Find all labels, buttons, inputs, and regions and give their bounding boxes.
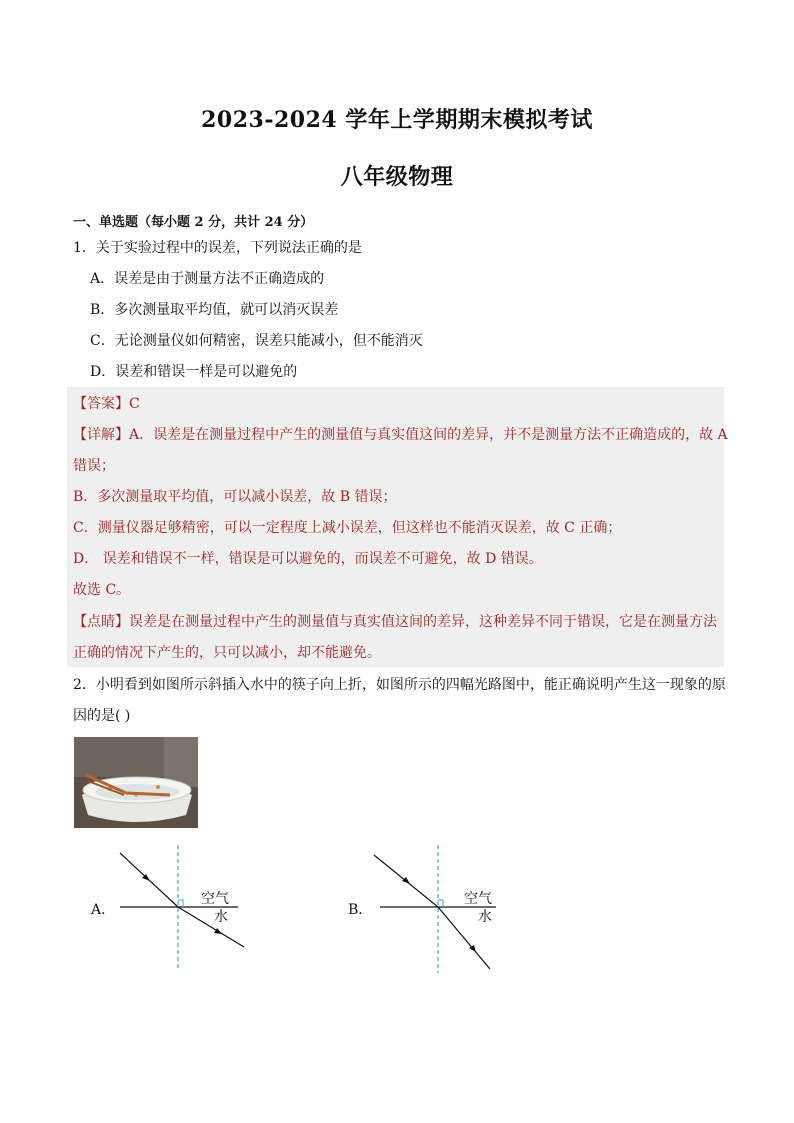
section-heading: 一、单选题（每小题 2 分，共计 24 分） (73, 215, 314, 230)
diagram-a-refracted-ray (178, 907, 244, 947)
diagram-a-water-label: 水 (214, 909, 228, 925)
q1-detail-line-6: 故选 C。 (73, 582, 131, 598)
chopstick-bowl-photo (74, 737, 198, 828)
answer-tag: 【答案】 (73, 396, 129, 412)
diagram-a-option: A． (91, 902, 116, 918)
q1-answer (73, 393, 140, 413)
diagram-b-air-label: 空气 (464, 891, 492, 907)
q1-stem: 1．关于实验过程中的误差，下列说法正确的是 (73, 240, 362, 256)
exam-subtitle: 八年级物理 (340, 164, 454, 190)
answer-value: C (129, 396, 140, 412)
q2-stem-line-2: 因的是( ) (73, 708, 131, 724)
q1-option-a: A．误差是由于测量方法不正确造成的 (90, 271, 325, 287)
diagram-a-air-label: 空气 (201, 891, 229, 907)
q2-stem-line-1: 2．小明看到如图所示斜插入水中的筷子向上折，如图所示的四幅光路图中，能正确说明产生这一现象的原 (73, 677, 726, 693)
q1-detail-line-3: B．多次测量取平均值，可以减小误差，故 B 错误； (73, 489, 397, 505)
diagram-a (110, 845, 255, 970)
point-text: 误差是在测量过程中产生的测量值与真实值这间的差异，这种差异不同于错误，它是在测量方法 (129, 614, 717, 630)
diagram-b-option: B． (348, 902, 373, 918)
diagram-a-right-angle-mark (178, 900, 183, 907)
diagram-b-water-label: 水 (478, 909, 492, 925)
diagram-b-right-angle-mark (438, 900, 443, 907)
q1-detail-line-2: 错误； (73, 458, 115, 474)
point-tag: 【点睛】 (73, 614, 129, 630)
q1-option-c: C．无论测量仪如何精密，误差只能减小，但不能消灭 (90, 333, 423, 349)
q1-point-line-2: 正确的情况下产生的，只可以减小，却不能避免。 (73, 645, 381, 661)
q1-option-b: B．多次测量取平均值，就可以消灭误差 (90, 302, 339, 318)
q1-detail-line-4: C．测量仪器足够精密，可以一定程度上减小误差，但这样也不能消灭误差，故 C 正确； (73, 520, 622, 536)
q1-detail-line-5: D． 误差和错误不一样，错误是可以避免的，而误差不可避免，故 D 错误。 (73, 551, 543, 567)
q1-detail-line-1 (73, 424, 728, 444)
detail-text: A．误差是在测量过程中产生的测量值与真实值这间的差异，并不是测量方法不正确造成的，故 A (129, 427, 728, 443)
detail-tag: 【详解】 (73, 427, 129, 443)
q1-point-line-1 (73, 611, 717, 631)
exam-title: 2023-2024 学年上学期期末模拟考试 (201, 107, 593, 133)
q1-option-d: D．误差和错误一样是可以避免的 (90, 364, 298, 380)
